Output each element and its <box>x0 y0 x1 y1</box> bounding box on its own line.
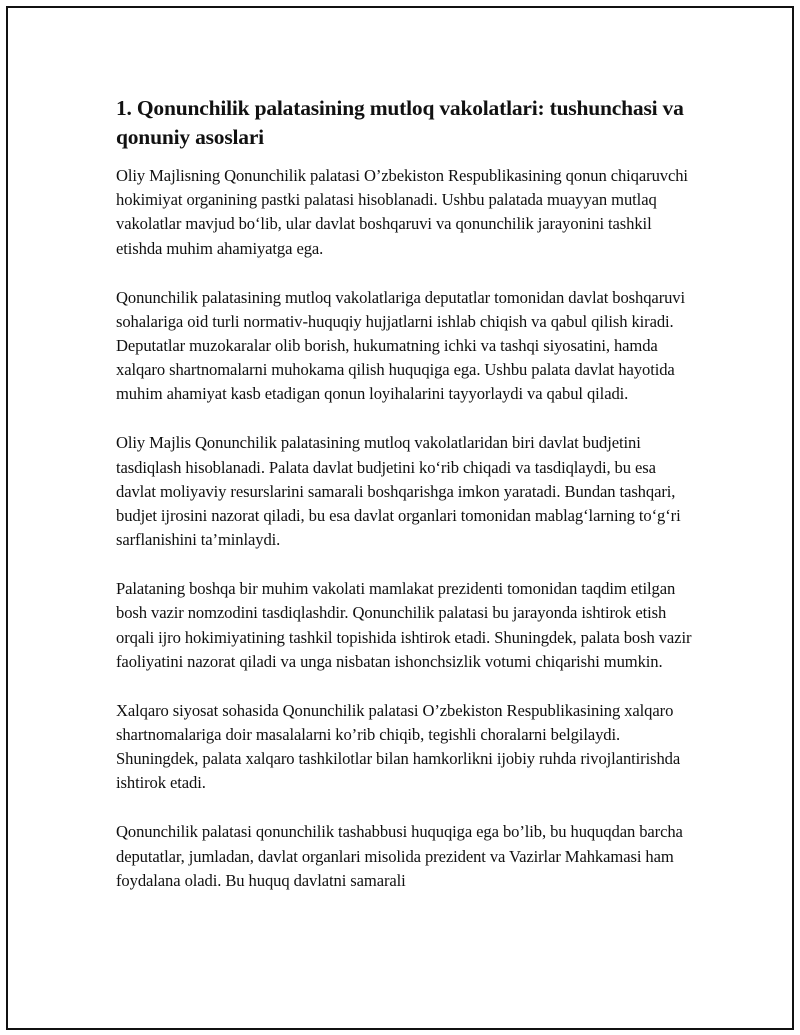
paragraph-4: Palataning boshqa bir muhim vakolati mamlakat prezidenti tomonidan taqdim etilgan bosh vazir nomzodini tasdiqlashdir. Qonunchilik palatasi bu jarayonda ishtirok etish orqali ijro hokimiyatining tashkil topishida ishtirok etadi. Shuningdek, palata bosh vazir faoliyatini nazorat qiladi va unga nisbatan ishonchsizlik votumi chiqarishi mumkin. <box>116 579 692 671</box>
section-heading: 1. Qonunchilik palatasining mutloq vakolatlari: tushunchasi va qonuniy asoslari <box>116 96 684 149</box>
paragraph-5: Xalqaro siyosat sohasida Qonunchilik palatasi O’zbekiston Respublikasining xalqaro shartnomalariga doir masalalarni ko’rib chiqib, tegishli choralarni belgilaydi. Shuningdek, palata xalqaro tashkilotlar bilan hamkorlikni ijobiy ruhda rivojlantirishda ishtirok etadi. <box>116 700 681 793</box>
paragraph-6: Qonunchilik palatasi qonunchilik tashabbusi huquqiga ega bo’lib, bu huquqdan barcha deputatlar, jumladan, davlat organlari misolida prezident va Vazirlar Mahkamasi ham foydalana oladi. Bu huquq davlatni samarali <box>116 822 683 890</box>
paragraph-2: Qonunchilik palatasining mutloq vakolatlariga deputatlar tomonidan davlat boshqaruvi sohalariga oid turli normativ-huquqiy hujjatlarni ishlab chiqish va qabul qilish kiradi. Deputatlar muzokaralar olib borish, hukumatning ichki va tashqi siyosatini, hamda xalqaro shartnomalarni muhokama qilish huquqiga ega. Ushbu palata davlat hayotida muhim ahamiyat kasb etadigan qonun loyihalarini tayyorlaydi va qabul qiladi. <box>116 287 686 404</box>
paragraph-3: Oliy Majlis Qonunchilik palatasining mutloq vakolatlaridan biri davlat budjetini tasdiqlash hisoblanadi. Palata davlat budjetini ko‘rib chiqadi va tasdiqlaydi, bu esa davlat moliyaviy resurslarini samarali boshqarishga imkon yaratadi. Bundan tashqari, budjet ijrosini nazorat qiladi, bu esa davlat organlari tomonidan mablag‘larning to‘g‘ri sarflanishini ta’minlaydi. <box>116 433 681 550</box>
paragraph-1: Oliy Majlisning Qonunchilik palatasi O’zbekiston Respublikasining qonun chiqaruvchi hokimiyat organining pastki palatasi hisoblanadi. Ushbu palatada muayyan mutlaq vakolatlar mavjud bo‘lib, ular davlat boshqaruvi va qonunchilik jarayonini tashkil etishda muhim ahamiyatga ega. <box>116 166 688 258</box>
document-body <box>116 94 696 918</box>
